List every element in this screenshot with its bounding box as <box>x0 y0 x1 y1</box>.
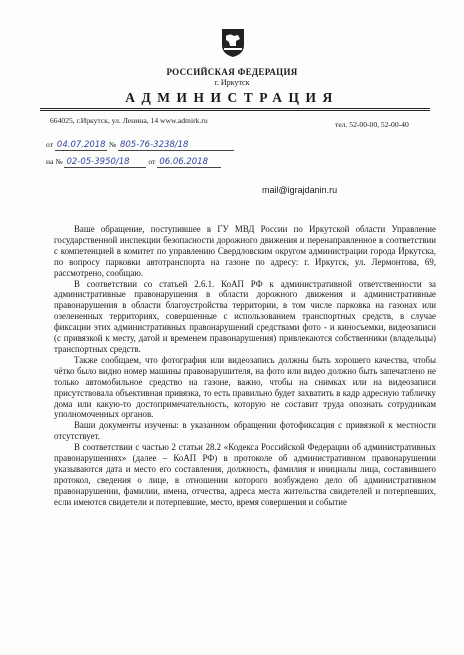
outgoing-date: 04.07.2018 <box>56 140 106 150</box>
from-label: от <box>46 140 54 149</box>
paragraph-4: Ваши документы изучены: в указанном обращении фотофиксация с привязкой к местности отсутствует. <box>54 420 436 442</box>
number-label: № <box>108 140 117 149</box>
header-rule-bottom <box>40 110 430 111</box>
incoming-from-label: от <box>148 157 156 166</box>
coat-of-arms-emblem <box>220 28 246 58</box>
header-rule-top <box>40 108 430 109</box>
incoming-registration <box>46 157 221 168</box>
letter-body <box>54 224 436 508</box>
org-phone: тел. 52-00-00, 52-00-40 <box>335 120 409 129</box>
paragraph-3: Также сообщаем, что фотография или видеозапись должны быть хорошего качества, чтобы чётко было видно номер машины правонарушителя, на фото или видео должно быть запечатлено не только автомобильное средство на газоне, важно, чтобы на снимках или на видеозаписи присутствовала объективная привязка, то есть правильно будет захватить в кадр адресную табличку дома или какую-то достопримечательность, которую не составит труда опознать сотрудникам уполномоченных органов. <box>54 354 436 420</box>
paragraph-2: В соответствии со статьей 2.6.1. КоАП РФ к административной ответственности за административные правонарушения в области дорожного движения и административные правонарушения в области благоустройства территории, в том числе парковка на газонах или озелененных территориях, совершенные с использованием транспортных средств, в случае фиксации этих административных правонарушений средствами фото - и киносъемки, видеозаписи (с привязкой к месту, датой и временем правонарушения) привлекаются собственники (владельцы) транспортных средств. <box>54 278 436 354</box>
incoming-number: 02-05-3950/18 <box>64 157 146 168</box>
paragraph-5: В соответствии с частью 2 статьи 28.2 «Кодекса Российской Федерации об административных правонарушениях» (далее – КоАП РФ) в протоколе об административном правонарушении указываются дата и место его составления, должность, фамилия и инициалы лица, составившего протокол, сведения о лице, в отношении которого возбуждено дело об административном правонарушении, фамилии, имена, отчества, адреса места жительства свидетелей и потерпевших, если имеются свидетели и потерпевшие, место, время совершения и событие <box>54 442 436 507</box>
organization-title: АДМИНИСТРАЦИЯ <box>125 90 339 105</box>
city-title: г. Иркутск <box>214 78 250 87</box>
recipient-email: mail@igrajdanin.ru <box>262 185 338 195</box>
outgoing-registration <box>46 140 234 151</box>
incoming-date: 06.06.2018 <box>157 157 221 168</box>
org-address: 664025, г.Иркутск, ул. Ленина, 14 www.admirk.ru <box>50 116 208 125</box>
country-title: РОССИЙСКАЯ ФЕДЕРАЦИЯ <box>166 67 298 77</box>
paragraph-1: Ваше обращение, поступившее в ГУ МВД России по Иркутской области Управление государственной инспекции безопасности дорожного движения и перенаправленное в соответствии с компетенцией в комитет по управлению Свердловским округом администрации города Иркутска, по вопросу парковки автотранспорта на газоне по адресу: г. Иркутск, ул. Лермонтова, 69, рассмотрено, сообщаю. <box>54 224 436 278</box>
on-number-label: на № <box>46 157 63 166</box>
outgoing-number: 805-76-3238/18 <box>118 140 234 151</box>
